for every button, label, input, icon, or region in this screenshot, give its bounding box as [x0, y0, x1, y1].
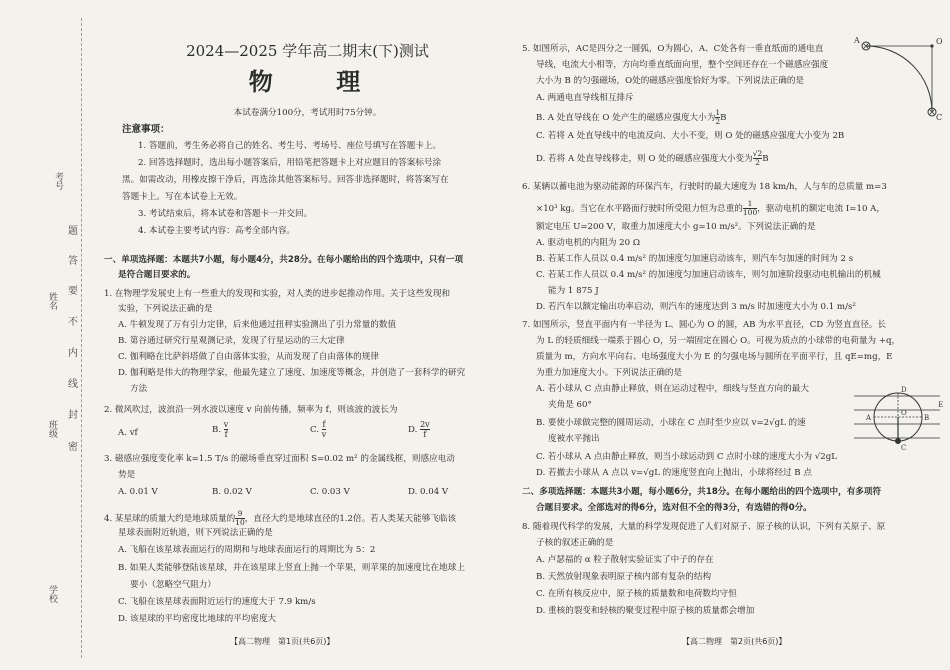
q6-stem: 额定电压 U=200 V，取重力加速度大小 g=10 m/s²。下列说法正确的是: [536, 222, 816, 232]
q7-label-d: D: [901, 386, 907, 394]
q3-stem: 势是: [118, 470, 136, 480]
q7-stem: 质量为 m，方向水平向右、电场强度大小为 E 的匀强电场与圆所在平面平行，且 qE=mg，E: [536, 352, 893, 362]
q1-option: 方法: [130, 384, 148, 394]
q6-option: C. 若某工作人员以 0.4 m/s² 的加速度匀加速启动该车，则匀加速阶段驱动电机输出的机械: [536, 270, 881, 280]
q4-option: D. 该星球的平均密度比地球的平均密度大: [118, 614, 277, 624]
q3-option: D. 0.04 V: [408, 487, 449, 497]
notice-line: 答题卡上。写在本试卷上无效。: [122, 192, 243, 202]
notice-line: 2. 回答选择题时，选出每小题答案后，用铅笔把答题卡上对应题目的答案标号涂: [138, 158, 442, 168]
q7-stem: 为重力加速度大小。下列说法正确的是: [536, 368, 683, 378]
seal-char: 密: [68, 442, 78, 453]
q1-option: A. 牛顿发现了万有引力定律，后来他通过扭秤实验测出了引力常量的数值: [118, 320, 397, 330]
section1-heading: 一、单项选择题：本题共7小题，每小题4分，共28分。在每小题给出的四个选项中，只有一项: [104, 255, 464, 265]
q8-stem: 子核的叙述正确的是: [536, 538, 614, 548]
q1-option: C. 伽利略在比萨斜塔做了自由落体实验，从而发现了自由落体的规律: [118, 352, 379, 362]
binding-strip: [0, 0, 92, 670]
q7-option: 度被水平抛出: [548, 434, 600, 444]
seal-char: 题: [68, 226, 78, 237]
q2-option-a: A. vf: [118, 428, 138, 438]
school-label: 学校: [47, 585, 57, 603]
q8-option: D. 重核的裂变和轻核的聚变过程中原子核的质量都会增加: [536, 606, 755, 616]
q7-label-e: E: [938, 401, 944, 409]
q5-arc: [866, 46, 932, 112]
q5-stem: 大小为 B 的匀强磁场，O处的磁感应强度恰好为零。下列说法正确的是: [536, 76, 805, 86]
score-info: 本试卷满分100分，考试用时75分钟。: [233, 108, 382, 118]
notice-line: 4. 本试卷主要考试内容：高考全部内容。: [138, 226, 296, 236]
q5-option: B. A 处直导线在 O 处产生的磁感应强度大小为 $\frac{1}{2}$ B: [536, 108, 727, 126]
q4-option: A. 飞船在该星球表面运行的周期和与地球表面运行的周期比为 5：2: [118, 545, 376, 555]
q2-option-c: C. $\frac{f}{v}$: [310, 420, 327, 439]
q6-option: B. 若某工作人员以 0.4 m/s² 的加速度匀加速启动该车，则汽车匀加速的时间为 2 s: [536, 254, 854, 264]
q1-option: D. 伽利略是伟大的物理学家，他最先建立了速度、加速度等概念，并创造了一套科学的研究: [118, 368, 466, 378]
q7-option: B. 要使小球做完整的圆周运动，小球在 C 点时至少应以 v=2√gL 的速: [536, 418, 806, 428]
q6-stem: 6. 某辆以蓄电池为驱动能源的环保汽车，行驶时的最大速度为 18 km/h，人与车的总质量 m=3: [522, 182, 887, 192]
q6-option: D. 若汽车以额定输出功率启动，则汽车的速度达到 3 m/s 时加速度大小为 0.1 m/s²: [536, 302, 856, 312]
section2-heading: 合题目要求。全部选对的得6分，选对但不全的得3分，有选错的得0分。: [536, 503, 812, 513]
q8-option: A. 卢瑟福的 α 粒子散射实验证实了中子的存在: [536, 555, 714, 565]
seal-line: [81, 18, 82, 658]
notice-line: 3. 考试结束后，将本试卷和答题卡一并交回。: [138, 209, 313, 219]
q3-option: C. 0.03 V: [310, 487, 350, 497]
seal-char: 答: [68, 256, 78, 267]
q7-label-o: O: [901, 409, 907, 417]
q4-option: C. 飞船在该星球表面附近运行的速度大于 7.9 km/s: [118, 597, 316, 607]
q7-option: 夹角是 60°: [548, 400, 592, 410]
q5-center-o: [930, 44, 933, 47]
q5-figure: [854, 34, 946, 120]
q5-option: C. 若将 A 处直导线中的电流反向、大小不变，则 O 处的磁感应强度大小变为 2B: [536, 131, 845, 141]
q7-stem: 为 L 的轻质细线一端系于圆心 O，另一端固定在圆心 O。可视为质点的小球带的电荷量为 +q，: [536, 336, 901, 346]
seal-char: 内: [68, 348, 78, 359]
section1-heading: 是符合题目要求的。: [118, 270, 196, 280]
q7-stem: 7. 如图所示，竖直平面内有一半径为 L、圆心为 O 的圆，AB 为水平直径，CD 为竖直直径。长: [522, 320, 887, 330]
q7-label-c: C: [901, 444, 907, 452]
q1-stem: 1. 在物理学发展史上有一些重大的发现和实验，对人类的进步起推动作用。关于这些发现和: [104, 289, 451, 299]
q6-stem: ×10³ kg。当它在水平路面行驶时所受阻力恒为总重的 $\frac{1}{100}$ ，驱动电机的额定电流 I=10 A，: [536, 199, 885, 217]
seal-char: 封: [68, 410, 78, 421]
q3-option: A. 0.01 V: [118, 487, 158, 497]
q7-label-a: A: [866, 414, 872, 422]
q5-stem: 5. 如图所示，AC是四分之一圆弧，O为圆心，A、C处各有一垂直纸面的通电直: [522, 44, 824, 54]
q5-label-a: A: [854, 36, 860, 45]
q2-option-d: D. $\frac{2v}{f}$: [408, 420, 430, 439]
q3-option: B. 0.02 V: [212, 487, 252, 497]
q7-figure: [854, 382, 946, 454]
footer-left: 【高二物理 第1页(共6页)】: [230, 637, 335, 646]
q8-option: C. 在所有核反应中，原子核的质量数和电荷数均守恒: [536, 589, 737, 599]
subject-title: 物 理: [248, 68, 367, 96]
class-label: 班级: [47, 420, 57, 438]
q6-option: 能为 1 875 J: [548, 286, 599, 296]
q4-option: 要小（忽略空气阻力）: [130, 580, 216, 590]
name-label: 姓名: [47, 292, 57, 310]
q7-option: A. 若小球从 C 点由静止释放，则在运动过程中，细线与竖直方向的最大: [536, 384, 809, 394]
q6-option: A. 驱动电机的内阻为 20 Ω: [536, 238, 640, 248]
seal-char: 不: [68, 317, 78, 328]
q5-option: A. 两通电直导线相互排斥: [536, 93, 634, 103]
q5-label-c: C: [936, 113, 943, 120]
q5-option: D. 若将 A 处直导线移走，则 O 处的磁感应强度大小变为 $\frac{√2}{2}$ B: [536, 149, 769, 167]
notice-line: 1. 答题前，考生务必将自己的姓名、考生号、考场号、座位号填写在答题卡上。: [138, 141, 442, 151]
q1-option: B. 第谷通过研究行星观测记录，发现了行星运动的三大定律: [118, 336, 345, 346]
q3-stem: 3. 磁感应强度变化率 k=1.5 T/s 的磁场垂直穿过面积 S=0.02 m² 的金属线框，则感应电动: [104, 454, 455, 464]
q2-option-b: B. $\frac{v}{f}$: [212, 420, 229, 439]
q7-label-b: B: [924, 414, 930, 422]
seal-char: 线: [68, 379, 78, 390]
q8-option: B. 天然放射现象表明原子核内部有复杂的结构: [536, 572, 712, 582]
section2-heading: 二、多项选择题：本题共3小题，每小题6分，共18分。在每小题给出的四个选项中，有多项符: [522, 487, 882, 497]
seal-char: 要: [68, 286, 78, 297]
q4-option: B. 如果人类能够登陆该星球，并在该星球上竖直上抛一个苹果，则苹果的加速度比在地球上: [118, 563, 465, 573]
notice-line: 黑。如需改动，用橡皮擦干净后，再选涂其他答案标号。回答非选择题时，将答案写在: [122, 175, 449, 185]
q8-stem: 8. 随着现代科学的发展，大量的科学发现促进了人们对原子、原子核的认识，下列有关原子、原: [522, 522, 886, 532]
q4-stem: 4. 某星球的质量大约是地球质量的 $\frac{9}{10}$ ，直径大约是地球直径的1.2倍。若人类某天能够飞临该: [104, 509, 457, 527]
q5-label-o: O: [936, 37, 943, 46]
notice-heading: 注意事项：: [122, 124, 170, 135]
q7-option: D. 若撤去小球从 A 点以 v=√gL 的速度竖直向上抛出，小球将经过 B 点: [536, 468, 812, 478]
q1-stem: 实验，下列说法正确的是: [118, 304, 213, 314]
q5-stem: 导线，电流大小相等，方向均垂直纸面向里，整个空间还存在一个磁感应强度: [536, 60, 829, 70]
q4-stem: 星球表面附近轨道，则下列说法正确的是: [118, 528, 273, 538]
candidate-number-label: 考号: [53, 172, 63, 190]
footer-right: 【高二物理 第2页(共6页)】: [682, 637, 787, 646]
q7-option: C. 若小球从 A 点由静止释放，则当小球运动到 C 点时小球的速度大小为 √2gL: [536, 452, 837, 462]
exam-title: 2024—2025 学年高二期末(下)测试: [186, 42, 429, 60]
q2-stem: 2. 微风吹过，波浪沿一列水波以速度 v 向前传播，频率为 f，则该波的波长为: [104, 405, 398, 415]
